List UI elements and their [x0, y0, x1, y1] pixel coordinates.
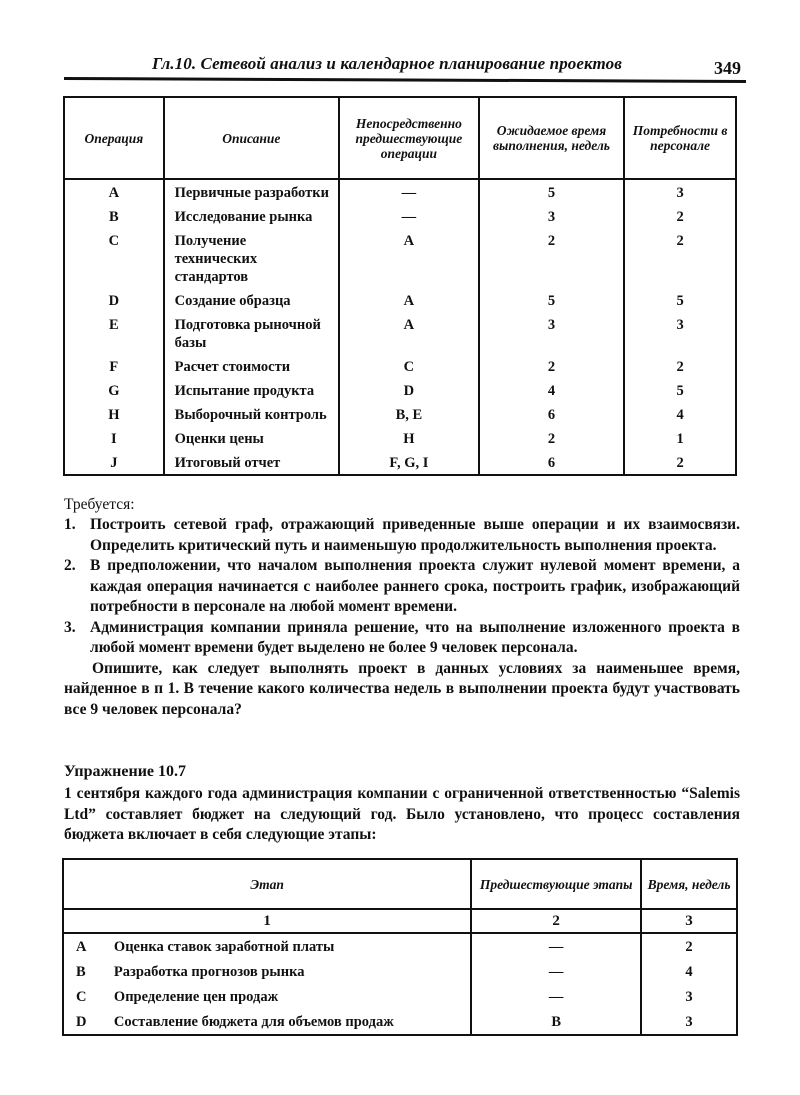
predecessors-cell: D: [339, 382, 479, 406]
table-row: [64, 358, 736, 382]
time-cell: 3: [685, 988, 693, 1005]
stage-code-cell: C: [76, 988, 87, 1005]
description-cell: Итоговый отчет: [164, 454, 339, 475]
table-row: [64, 232, 736, 292]
col-header-staff: Потребности в персонале: [624, 97, 736, 179]
stage-name-cell: Определение цен продаж: [114, 984, 471, 1009]
table-row: [64, 406, 736, 430]
col-header-stage: Этап: [63, 859, 471, 909]
predecessors-cell: A: [339, 292, 479, 316]
col-header-prev-stages: Предшествующие этапы: [471, 859, 641, 909]
stage-name-cell: Составление бюджета для объемов продаж: [114, 1009, 471, 1035]
description-cell: Получение технических стандартов: [164, 232, 339, 292]
stage-name-cell: Оценка ставок заработной платы: [114, 933, 471, 959]
table-header-row: [64, 97, 736, 179]
duration-cell: 3: [479, 316, 624, 358]
duration-cell: 2: [479, 232, 624, 292]
prev-stages-cell: —: [471, 984, 641, 1009]
predecessors-cell: A: [339, 232, 479, 292]
description-cell: Испытание продукта: [164, 382, 339, 406]
staff-cell: 3: [624, 179, 736, 208]
table-row: [64, 454, 736, 475]
list-number: 3.: [64, 618, 76, 636]
duration-cell: 2: [479, 358, 624, 382]
table-header-row: [63, 859, 737, 909]
table-row: [63, 984, 737, 1009]
operation-cell: C: [64, 232, 164, 292]
duration-cell: 4: [479, 382, 624, 406]
table-row: [63, 959, 737, 984]
page-number: 349: [714, 58, 741, 78]
list-number: 1.: [64, 516, 76, 533]
staff-cell: 5: [624, 382, 736, 406]
list-number: 2.: [64, 557, 76, 574]
operation-cell: I: [64, 430, 164, 454]
running-title: Гл.10. Сетевой анализ и календарное планирование проектов: [152, 54, 622, 73]
operation-cell: E: [64, 316, 164, 358]
header-rule: [64, 77, 746, 83]
operations-table: [63, 96, 737, 476]
predecessors-cell: H: [339, 430, 479, 454]
time-cell: 4: [685, 963, 693, 980]
stage-name-cell: Разработка прогнозов рынка: [114, 959, 471, 984]
predecessors-cell: —: [339, 179, 479, 208]
staff-cell: 2: [624, 358, 736, 382]
predecessors-cell: C: [339, 358, 479, 382]
column-number-row: [63, 909, 737, 933]
col-header-description: Описание: [164, 97, 339, 179]
predecessors-cell: A: [339, 316, 479, 358]
description-cell: Исследование рынка: [164, 208, 339, 232]
table-row: [64, 382, 736, 406]
col-header-predecessors: Непосредственно предшествующие операции: [339, 97, 479, 179]
duration-cell: 3: [479, 208, 624, 232]
duration-cell: 6: [479, 454, 624, 475]
stage-code-cell: A: [76, 938, 87, 955]
table-row: [64, 316, 736, 358]
operation-cell: G: [64, 382, 164, 406]
staff-cell: 2: [624, 208, 736, 232]
operation-cell: D: [64, 292, 164, 316]
col-header-operation: Операция: [64, 97, 164, 179]
stages-table: [62, 858, 738, 1036]
col-number: 2: [471, 909, 641, 933]
table-row: [63, 1009, 737, 1035]
staff-cell: 1: [624, 430, 736, 454]
table-row: [64, 430, 736, 454]
time-cell: 3: [685, 1013, 693, 1030]
requirements-label: Требуется:: [64, 496, 135, 513]
table-row: [64, 179, 736, 208]
time-cell: 2: [685, 938, 693, 955]
operation-cell: H: [64, 406, 164, 430]
prev-stages-cell: B: [471, 1009, 641, 1035]
prev-stages-cell: —: [471, 959, 641, 984]
staff-cell: 2: [624, 232, 736, 292]
duration-cell: 2: [479, 430, 624, 454]
list-item: [64, 515, 740, 556]
description-cell: Оценки цены: [164, 430, 339, 454]
table-row: [63, 933, 737, 959]
duration-cell: 6: [479, 406, 624, 430]
predecessors-cell: —: [339, 208, 479, 232]
staff-cell: 2: [624, 454, 736, 475]
table-row: [64, 208, 736, 232]
staff-cell: 4: [624, 406, 736, 430]
requirements-list: [64, 515, 740, 736]
description-cell: Выборочный контроль: [164, 406, 339, 430]
description-cell: Расчет стоимости: [164, 358, 339, 382]
description-cell: Первичные разработки: [164, 179, 339, 208]
exercise-body: 1 сентября каждого года администрация компании с ограниченной ответственностью “Salemis Ltd” составляет бюджет на следующий год. Было установлено, что процесс составления бюджета включает в себя следующие этапы:: [64, 785, 740, 843]
running-head: [64, 52, 744, 80]
duration-cell: 5: [479, 179, 624, 208]
predecessors-cell: B, E: [339, 406, 479, 430]
col-header-time: Время, недель: [641, 859, 737, 909]
list-text: Построить сетевой граф, отражающий приведенные выше операции и их взаимосвязи. Определить критический путь и наименьшую продолжительность выполнения проекта.: [90, 516, 740, 554]
operation-cell: J: [64, 454, 164, 475]
list-item: [64, 618, 740, 659]
followup-paragraph: Опишите, как следует выполнять проект в данных условиях за наименьшее время, найденное в п 1. В течение какого количества недель в выполнении проекта будут участвовать все 9 человек персонала?: [64, 659, 740, 718]
operation-cell: F: [64, 358, 164, 382]
list-text: В предположении, что началом выполнения проекта служит нулевой момент времени, а каждая операция начинается с наиболее раннего срока, построить график, изображающий потребности в персонале на любой момент времени.: [90, 557, 740, 615]
list-item: [64, 556, 740, 618]
stage-code-cell: D: [76, 1013, 87, 1030]
col-header-duration: Ожидаемое время выполнения, недель: [479, 97, 624, 179]
description-cell: Подготовка рыночной базы: [164, 316, 339, 358]
stage-code-cell: B: [76, 963, 86, 980]
prev-stages-cell: —: [471, 933, 641, 959]
exercise-title: Упражнение 10.7: [64, 763, 187, 780]
list-text: Администрация компании приняла решение, что на выполнение изложенного проекта в любой момент времени будет выделено не более 9 человек персонала.: [90, 618, 740, 656]
description-cell: Создание образца: [164, 292, 339, 316]
staff-cell: 5: [624, 292, 736, 316]
operation-cell: B: [64, 208, 164, 232]
operation-cell: A: [64, 179, 164, 208]
staff-cell: 3: [624, 316, 736, 358]
col-number: 3: [641, 909, 737, 933]
duration-cell: 5: [479, 292, 624, 316]
table-row: [64, 292, 736, 316]
predecessors-cell: F, G, I: [339, 454, 479, 475]
col-number: 1: [63, 909, 471, 933]
